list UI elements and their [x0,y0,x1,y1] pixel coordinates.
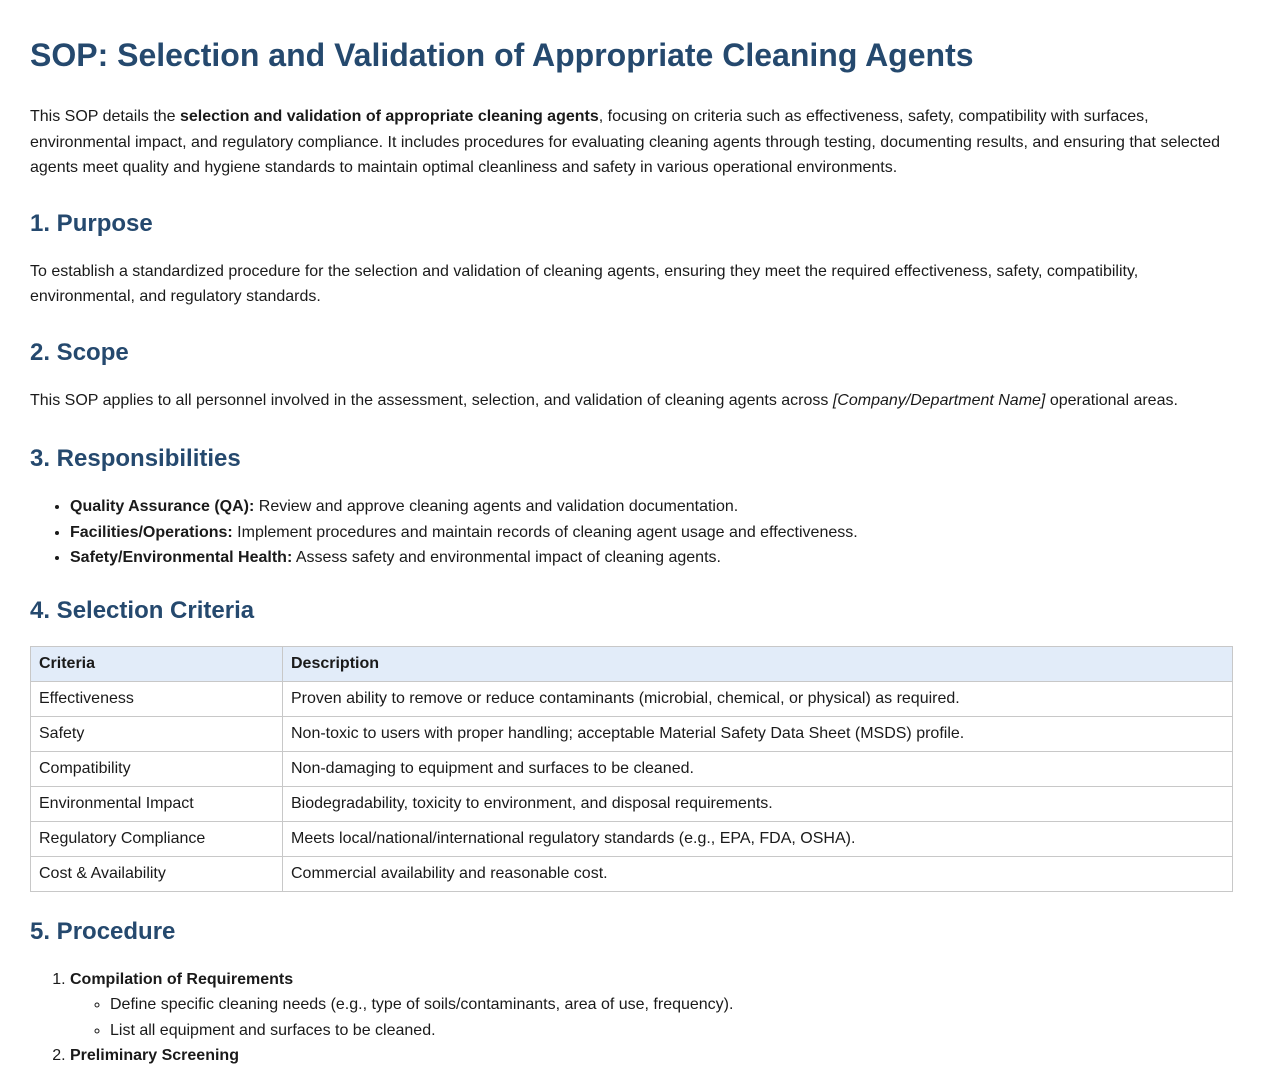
table-row [31,751,1233,786]
step-title: Preliminary Screening [70,1047,239,1064]
column-header-criteria: Criteria [31,646,283,681]
scope-placeholder: [Company/Department Name] [832,391,1046,409]
criteria-heading: 4. Selection Criteria [30,596,255,624]
list-item: ◦ List all equipment and surfaces to be cleaned. [110,1018,1233,1044]
criteria-cell: Safety [31,716,283,751]
role-text: Review and approve cleaning agents and validation documentation. [254,498,739,515]
description-cell: Proven ability to remove or reduce contaminants (microbial, chemical, or physical) as required. [283,681,1233,716]
role-label: Safety/Environmental Health: [70,549,293,566]
table-row [31,681,1233,716]
intro-post: , focusing on criteria such as effectiveness, safety, compatibility with surfaces, environmental impact, and regulatory compliance. It includes procedures for evaluating cleaning agents through testing, documenting results, and ensuring that selected agents meet quality and hygiene standards to maintain optimal cleanliness and safety in various operational environments. [30,108,1221,176]
purpose-text: To establish a standardized procedure for the selection and validation of cleaning agents, ensuring they meet the required effectiveness, safety, compatibility, environmental, and regulatory standards. [30,262,1139,305]
scope-text [30,388,1233,414]
description-cell: Commercial availability and reasonable cost. [283,856,1233,891]
page-title: SOP: Selection and Validation of Appropriate Cleaning Agents [30,37,974,73]
scope-post: operational areas. [1045,391,1178,409]
procedure-heading: 5. Procedure [30,917,176,945]
description-cell: Meets local/national/international regulatory standards (e.g., EPA, FDA, OSHA). [283,821,1233,856]
scope-heading: 2. Scope [30,338,129,366]
role-text: Assess safety and environmental impact of cleaning agents. [292,549,721,566]
step-title: Compilation of Requirements [70,970,294,988]
table-row [31,786,1233,821]
criteria-cell: Environmental Impact [31,786,283,821]
responsibilities-heading: 3. Responsibilities [30,445,241,472]
intro-bold: selection and validation of appropriate cleaning agents [180,108,599,125]
step-substeps [70,992,1233,1043]
list-item [70,545,1233,571]
intro-pre: This SOP details the [30,108,180,125]
description-cell: Non-toxic to users with proper handling; acceptable Material Safety Data Sheet (MSDS) profile. [283,716,1233,751]
list-item [70,494,1233,520]
table-row [31,856,1233,891]
list-item: ◦ Define specific cleaning needs (e.g., type of soils/contaminants, area of use, frequency). [110,992,1233,1018]
description-cell: Biodegradability, toxicity to environment, and disposal requirements. [283,786,1233,821]
description-cell: Non-damaging to equipment and surfaces to be cleaned. [283,751,1233,786]
table-header-row [31,646,1233,681]
list-item [70,520,1233,546]
role-label: Quality Assurance (QA): [70,498,255,515]
responsibilities-list [30,494,1233,571]
column-header-description: Description [283,646,1233,681]
criteria-cell: Regulatory Compliance [31,821,283,856]
procedure-list [30,967,1233,1069]
procedure-step [70,1043,1233,1069]
criteria-cell: Cost & Availability [31,856,283,891]
procedure-step [70,967,1233,1044]
role-text: Implement procedures and maintain records of cleaning agent usage and effectiveness. [232,523,858,541]
scope-pre: This SOP applies to all personnel involved in the assessment, selection, and validation of cleaning agents across [30,391,833,409]
criteria-cell: Effectiveness [31,681,283,716]
purpose-heading: 1. Purpose [30,209,153,237]
intro-paragraph [30,104,1233,181]
role-label: Facilities/Operations: [70,523,233,541]
table-row [31,821,1233,856]
table-row [31,716,1233,751]
criteria-table [30,646,1233,892]
criteria-cell: Compatibility [31,751,283,786]
